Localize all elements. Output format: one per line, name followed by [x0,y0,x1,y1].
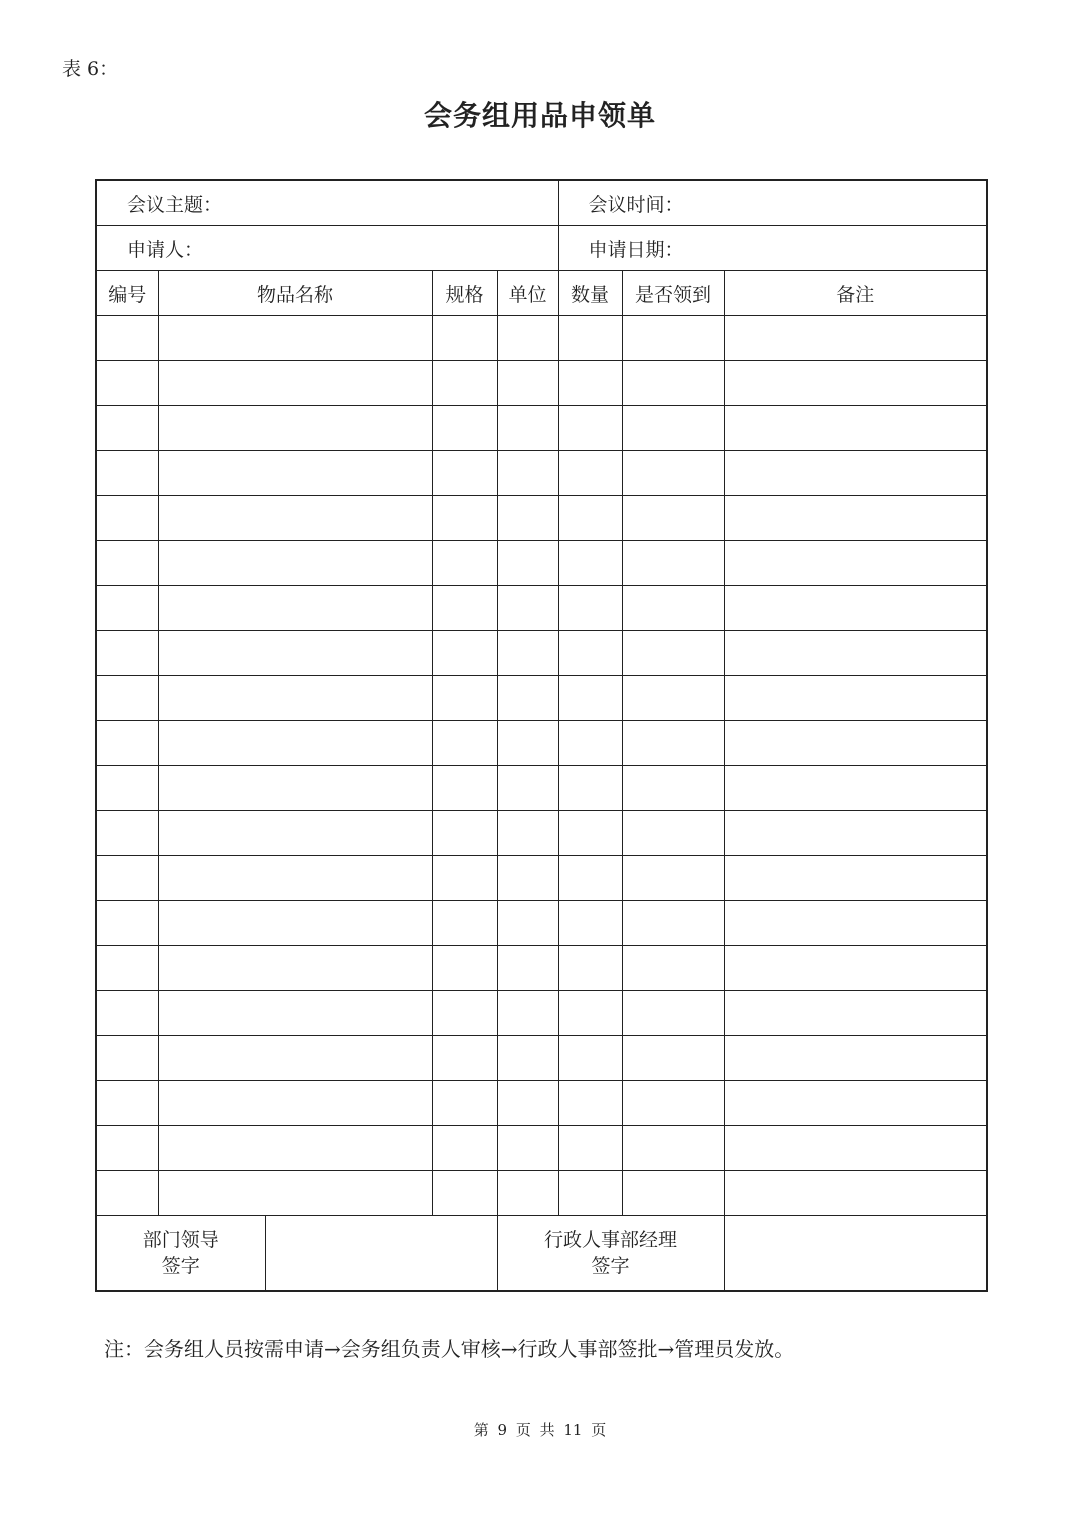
dept-leader-sign-field[interactable] [265,1216,497,1292]
cell-received[interactable] [622,946,724,991]
cell-remarks[interactable] [724,991,987,1036]
cell-spec[interactable] [432,1126,497,1171]
cell-unit[interactable] [497,946,558,991]
cell-number[interactable] [96,316,158,361]
cell-remarks[interactable] [724,721,987,766]
table-row [96,991,987,1036]
cell-received[interactable] [622,1036,724,1081]
column-header-unit: 单位 [497,271,558,316]
cell-item-name[interactable] [158,1081,432,1126]
meeting-topic-label: 会议主题： [127,193,223,216]
cell-quantity[interactable] [558,1036,622,1081]
cell-quantity[interactable] [558,451,622,496]
cell-spec[interactable] [432,361,497,406]
cell-item-name[interactable] [158,361,432,406]
cell-unit[interactable] [497,1081,558,1126]
cell-remarks[interactable] [724,676,987,721]
cell-quantity[interactable] [558,676,622,721]
cell-quantity[interactable] [558,586,622,631]
table-row [96,901,987,946]
cell-spec[interactable] [432,676,497,721]
cell-remarks[interactable] [724,586,987,631]
requisition-form-table [95,179,988,1292]
cell-quantity[interactable] [558,901,622,946]
table-row [96,856,987,901]
cell-spec[interactable] [432,766,497,811]
cell-remarks[interactable] [724,766,987,811]
cell-remarks[interactable] [724,1126,987,1171]
cell-number[interactable] [96,451,158,496]
cell-quantity[interactable] [558,1081,622,1126]
cell-quantity[interactable] [558,406,622,451]
cell-received[interactable] [622,856,724,901]
cell-received[interactable] [622,631,724,676]
cell-number[interactable] [96,901,158,946]
cell-number[interactable] [96,676,158,721]
table-row [96,406,987,451]
cell-quantity[interactable] [558,316,622,361]
table-row [96,541,987,586]
cell-unit[interactable] [497,586,558,631]
dept-leader-label-line1: 部门领导 [142,1229,219,1251]
cell-quantity[interactable] [558,766,622,811]
cell-received[interactable] [622,406,724,451]
cell-number[interactable] [96,496,158,541]
cell-received[interactable] [622,766,724,811]
cell-quantity[interactable] [558,541,622,586]
column-header-number: 编号 [96,271,158,316]
cell-remarks[interactable] [724,496,987,541]
signature-row [96,1216,987,1292]
cell-spec[interactable] [432,541,497,586]
page-title: 会务组用品申领单 [423,99,656,132]
table-row [96,316,987,361]
applicant-label: 申请人： [127,238,204,261]
cell-spec[interactable] [432,406,497,451]
cell-number[interactable] [96,991,158,1036]
cell-item-name[interactable] [158,766,432,811]
table-row [96,496,987,541]
cell-unit[interactable] [497,901,558,946]
cell-number[interactable] [96,586,158,631]
meeting-topic-field[interactable] [96,180,558,226]
table-body [96,316,987,1216]
cell-item-name[interactable] [158,316,432,361]
cell-unit[interactable] [497,361,558,406]
cell-quantity[interactable] [558,496,622,541]
cell-number[interactable] [96,361,158,406]
cell-item-name[interactable] [158,676,432,721]
cell-quantity[interactable] [558,1171,622,1216]
cell-spec[interactable] [432,856,497,901]
column-header-received: 是否领到 [622,271,724,316]
cell-quantity[interactable] [558,631,622,676]
cell-number[interactable] [96,721,158,766]
cell-unit[interactable] [497,676,558,721]
cell-received[interactable] [622,361,724,406]
cell-remarks[interactable] [724,406,987,451]
cell-unit[interactable] [497,496,558,541]
table-row [96,946,987,991]
cell-remarks[interactable] [724,901,987,946]
column-header-item-name: 物品名称 [158,271,432,316]
cell-item-name[interactable] [158,496,432,541]
cell-received[interactable] [622,991,724,1036]
cell-quantity[interactable] [558,811,622,856]
cell-received[interactable] [622,811,724,856]
cell-item-name[interactable] [158,451,432,496]
cell-number[interactable] [96,1126,158,1171]
cell-unit[interactable] [497,541,558,586]
cell-item-name[interactable] [158,406,432,451]
cell-quantity[interactable] [558,856,622,901]
cell-unit[interactable] [497,856,558,901]
table-row [96,721,987,766]
column-header-spec: 规格 [432,271,497,316]
table-row [96,766,987,811]
cell-number[interactable] [96,856,158,901]
dept-leader-sign-label [96,1216,265,1292]
column-header-remarks: 备注 [724,271,987,316]
table-row [96,676,987,721]
cell-received[interactable] [622,496,724,541]
cell-remarks[interactable] [724,811,987,856]
cell-number[interactable] [96,631,158,676]
cell-item-name[interactable] [158,856,432,901]
cell-remarks[interactable] [724,541,987,586]
cell-remarks[interactable] [724,946,987,991]
cell-quantity[interactable] [558,361,622,406]
cell-quantity[interactable] [558,946,622,991]
table-row [96,631,987,676]
cell-unit[interactable] [497,1126,558,1171]
cell-spec[interactable] [432,946,497,991]
cell-unit[interactable] [497,406,558,451]
cell-quantity[interactable] [558,991,622,1036]
cell-number[interactable] [96,406,158,451]
cell-quantity[interactable] [558,1126,622,1171]
cell-spec[interactable] [432,721,497,766]
cell-spec[interactable] [432,1081,497,1126]
hr-manager-label-line1: 行政人事部经理 [544,1229,678,1251]
column-header-quantity: 数量 [558,271,622,316]
cell-remarks[interactable] [724,1036,987,1081]
cell-unit[interactable] [497,1171,558,1216]
cell-number[interactable] [96,946,158,991]
cell-received[interactable] [622,586,724,631]
cell-unit[interactable] [497,811,558,856]
cell-item-name[interactable] [158,1036,432,1081]
cell-item-name[interactable] [158,631,432,676]
cell-item-name[interactable] [158,541,432,586]
cell-spec[interactable] [432,1036,497,1081]
table-row [96,1081,987,1126]
cell-spec[interactable] [432,451,497,496]
cell-item-name[interactable] [158,1126,432,1171]
cell-remarks[interactable] [724,451,987,496]
apply-date-label: 申请日期： [588,238,684,261]
table-row [96,1126,987,1171]
cell-remarks[interactable] [724,1171,987,1216]
meeting-time-field[interactable] [558,180,987,226]
table-row [96,1171,987,1216]
cell-remarks[interactable] [724,631,987,676]
cell-spec[interactable] [432,991,497,1036]
cell-unit[interactable] [497,631,558,676]
cell-unit[interactable] [497,1036,558,1081]
cell-unit[interactable] [497,721,558,766]
cell-spec[interactable] [432,811,497,856]
cell-remarks[interactable] [724,1081,987,1126]
cell-number[interactable] [96,811,158,856]
cell-item-name[interactable] [158,901,432,946]
hr-manager-sign-field[interactable] [724,1216,987,1292]
cell-spec[interactable] [432,631,497,676]
cell-received[interactable] [622,1126,724,1171]
table-row [96,811,987,856]
apply-date-field[interactable] [558,226,987,271]
cell-received[interactable] [622,901,724,946]
cell-number[interactable] [96,541,158,586]
table-row [96,586,987,631]
cell-unit[interactable] [497,316,558,361]
cell-item-name[interactable] [158,811,432,856]
hr-manager-label-line2: 签字 [591,1255,630,1277]
dept-leader-label-line2: 签字 [161,1255,200,1277]
table-label: 表 6： [62,58,119,80]
cell-received[interactable] [622,721,724,766]
cell-spec[interactable] [432,586,497,631]
cell-item-name[interactable] [158,946,432,991]
process-note: 注：会务组人员按需申请→会务组负责人审核→行政人事部签批→管理员发放。 [104,1337,795,1361]
cell-number[interactable] [96,1081,158,1126]
cell-unit[interactable] [497,766,558,811]
cell-item-name[interactable] [158,1171,432,1216]
cell-item-name[interactable] [158,991,432,1036]
cell-remarks[interactable] [724,361,987,406]
cell-number[interactable] [96,1036,158,1081]
cell-received[interactable] [622,451,724,496]
cell-received[interactable] [622,1081,724,1126]
cell-spec[interactable] [432,496,497,541]
cell-quantity[interactable] [558,721,622,766]
cell-spec[interactable] [432,901,497,946]
cell-number[interactable] [96,766,158,811]
cell-item-name[interactable] [158,721,432,766]
cell-item-name[interactable] [158,586,432,631]
cell-number[interactable] [96,1171,158,1216]
table-row [96,451,987,496]
table-row [96,361,987,406]
cell-remarks[interactable] [724,856,987,901]
cell-received[interactable] [622,676,724,721]
table-header-row [96,271,987,316]
cell-received[interactable] [622,1171,724,1216]
cell-received[interactable] [622,541,724,586]
cell-received[interactable] [622,316,724,361]
applicant-field[interactable] [96,226,558,271]
cell-unit[interactable] [497,991,558,1036]
cell-unit[interactable] [497,451,558,496]
page-number: 第 9 页 共 11 页 [473,1421,607,1439]
table-row [96,1036,987,1081]
cell-remarks[interactable] [724,316,987,361]
cell-spec[interactable] [432,1171,497,1216]
cell-spec[interactable] [432,316,497,361]
hr-manager-sign-label [497,1216,724,1292]
meeting-time-label: 会议时间： [588,193,684,216]
